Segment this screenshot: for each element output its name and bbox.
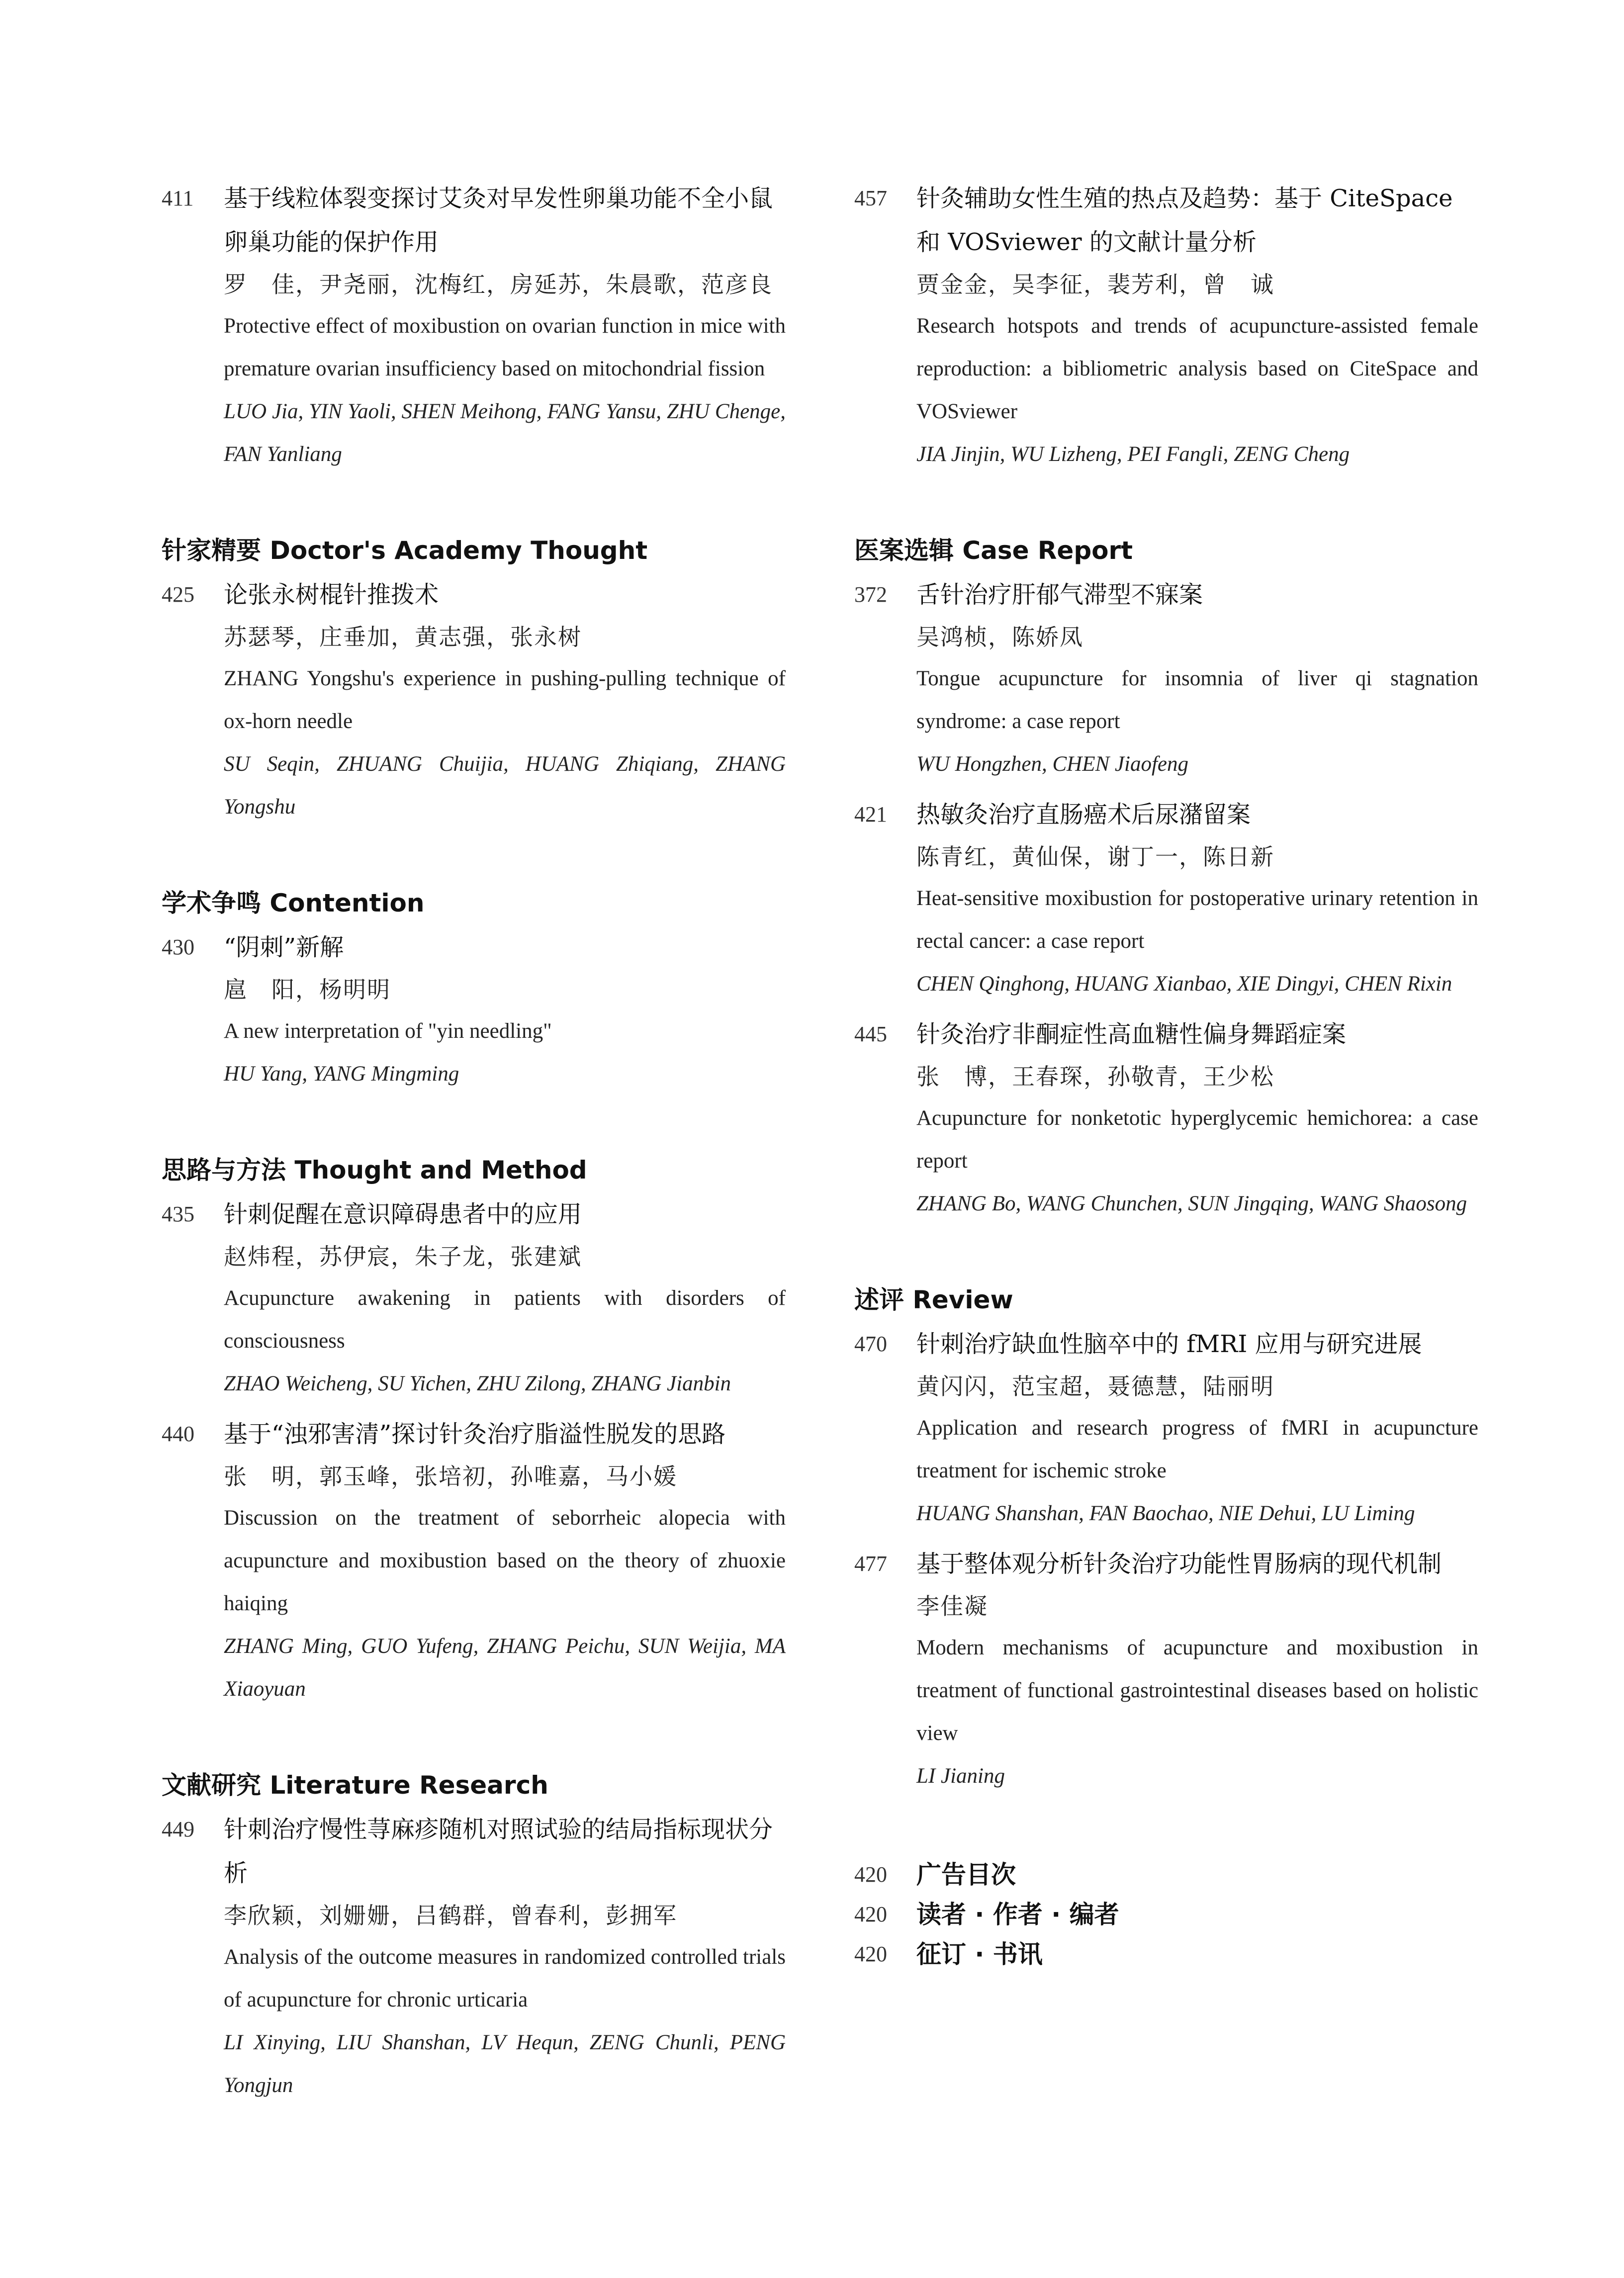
right-column xyxy=(854,177,1478,1974)
article-title-cn[interactable]: 基于整体观分析针灸治疗功能性胃肠病的现代机制 xyxy=(916,1550,1442,1578)
article-title-en[interactable]: Protective effect of moxibustion on ovarian function in mice with premature ovarian insufficiency based on mitochondrial fission xyxy=(224,314,786,380)
toc-entry xyxy=(162,1192,786,1405)
authors-en: CHEN Qinghong, HUANG Xianbao, XIE Dingyi, CHEN Rixin xyxy=(916,972,1452,996)
section-heading: 述评 Review xyxy=(854,1285,1013,1314)
article-title-cn[interactable]: 热敏灸治疗直肠癌术后尿潴留案 xyxy=(916,801,1251,828)
article-title-en[interactable]: Research hotspots and trends of acupuncture-assisted female reproduction: a bibliometric analysis based on CiteSpace and VOSviewer xyxy=(916,314,1478,423)
page-number: 449 xyxy=(162,1817,194,1841)
section-heading: 学术争鸣 Contention xyxy=(162,889,425,917)
authors-en: LI Xinying, LIU Shanshan, LV Hequn, ZENG Chunli, PENG Yongjun xyxy=(224,2031,786,2097)
page-number: 435 xyxy=(162,1202,194,1226)
misc-item-label: 读者 · 作者 · 编者 xyxy=(916,1900,1119,1929)
toc-section xyxy=(854,1282,1478,1798)
article-title-cn[interactable]: 基于“浊邪害清”探讨针灸治疗脂溢性脱发的思路 xyxy=(224,1420,726,1448)
authors-cn: 赵炜程，苏伊宸，朱子龙，张建斌 xyxy=(224,1243,582,1270)
toc-entry xyxy=(854,1012,1478,1225)
article-title-en[interactable]: Analysis of the outcome measures in randomized controlled trials of acupuncture for chronic urticaria xyxy=(224,1945,786,2011)
page-number: 457 xyxy=(854,186,887,210)
misc-item-label: 广告目次 xyxy=(916,1860,1016,1889)
toc-entry xyxy=(854,1542,1478,1798)
toc-entry xyxy=(162,573,786,828)
authors-cn: 张 明，郭玉峰，张培初，孙唯嘉，马小媛 xyxy=(224,1463,677,1490)
toc-section xyxy=(162,177,786,476)
authors-cn: 贾金金，吴李征，裴芳利，曾 诚 xyxy=(916,271,1274,298)
authors-en: SU Seqin, ZHUANG Chuijia, HUANG Zhiqiang, ZHANG Yongshu xyxy=(224,752,786,819)
authors-cn: 扈 阳，杨明明 xyxy=(224,976,391,1003)
toc-entry xyxy=(162,1412,786,1711)
page-number: 411 xyxy=(162,186,194,210)
misc-item[interactable] xyxy=(854,1895,1478,1934)
toc-entry xyxy=(854,177,1478,476)
authors-cn: 陈青红，黄仙保，谢丁一，陈日新 xyxy=(916,843,1274,870)
page-number: 420 xyxy=(854,1902,887,1926)
section-heading: 文献研究 Literature Research xyxy=(162,1771,548,1800)
toc-section xyxy=(162,533,786,828)
authors-cn: 罗 佳，尹尧丽，沈梅红，房延苏，朱晨歌，范彦良 xyxy=(224,271,773,298)
authors-cn: 李欣颖，刘姗姗，吕鹤群，曾春利，彭拥军 xyxy=(224,1902,677,1929)
toc-section xyxy=(162,1768,786,2107)
misc-item[interactable] xyxy=(854,1934,1478,1974)
article-title-cn[interactable]: 基于线粒体裂变探讨艾灸对早发性卵巢功能不全小鼠卵巢功能的保护作用 xyxy=(224,184,773,256)
authors-cn: 黄闪闪，范宝超，聂德慧，陆丽明 xyxy=(916,1373,1274,1400)
page-number: 420 xyxy=(854,1942,887,1966)
article-title-cn[interactable]: 针灸治疗非酮症性高血糖性偏身舞蹈症案 xyxy=(916,1020,1347,1048)
section-heading: 医案选辑 Case Report xyxy=(854,536,1133,565)
authors-en: LI Jianing xyxy=(916,1764,1005,1788)
article-title-en[interactable]: Heat-sensitive moxibustion for postoperative urinary retention in rectal cancer: a case report xyxy=(916,887,1478,953)
authors-en: ZHAO Weicheng, SU Yichen, ZHU Zilong, ZHANG Jianbin xyxy=(224,1372,731,1395)
toc-entry xyxy=(854,573,1478,786)
article-title-en[interactable]: Modern mechanisms of acupuncture and moxibustion in treatment of functional gastrointestinal diseases based on holistic view xyxy=(916,1636,1478,1745)
article-title-en[interactable]: ZHANG Yongshu's experience in pushing-pulling technique of ox-horn needle xyxy=(224,667,786,733)
toc-section xyxy=(162,886,786,1095)
toc-section xyxy=(162,1153,786,1711)
page-number: 420 xyxy=(854,1862,887,1887)
article-title-cn[interactable]: 针刺治疗缺血性脑卒中的 fMRI 应用与研究进展 xyxy=(916,1330,1422,1358)
page-number: 440 xyxy=(162,1422,194,1446)
authors-en: HU Yang, YANG Mingming xyxy=(224,1062,459,1086)
article-title-en[interactable]: Acupuncture awakening in patients with disorders of consciousness xyxy=(224,1286,786,1353)
toc-section xyxy=(854,177,1478,476)
authors-en: HUANG Shanshan, FAN Baochao, NIE Dehui, LU Liming xyxy=(916,1502,1415,1525)
article-title-cn[interactable]: 针刺治疗慢性荨麻疹随机对照试验的结局指标现状分析 xyxy=(224,1816,773,1887)
page-number: 445 xyxy=(854,1022,887,1046)
authors-en: LUO Jia, YIN Yaoli, SHEN Meihong, FANG Yansu, ZHU Chenge, FAN Yanliang xyxy=(224,400,786,466)
toc-entry xyxy=(162,925,786,1095)
article-title-cn[interactable]: 针灸辅助女性生殖的热点及趋势：基于 CiteSpace 和 VOSviewer 的文献计量分析 xyxy=(916,184,1453,256)
authors-en: ZHANG Bo, WANG Chunchen, SUN Jingqing, WANG Shaosong xyxy=(916,1192,1467,1215)
toc-entry xyxy=(854,1322,1478,1535)
page-number: 372 xyxy=(854,582,887,607)
left-column xyxy=(162,177,786,2164)
article-title-cn[interactable]: 舌针治疗肝郁气滞型不寐案 xyxy=(916,581,1203,609)
article-title-en[interactable]: Discussion on the treatment of seborrheic alopecia with acupuncture and moxibustion based on the theory of zhuoxie haiqing xyxy=(224,1506,786,1615)
section-heading: 思路与方法 Thought and Method xyxy=(162,1156,587,1185)
article-title-en[interactable]: A new interpretation of "yin needling" xyxy=(224,1019,552,1043)
page-number: 425 xyxy=(162,582,194,607)
article-title-en[interactable]: Acupuncture for nonketotic hyperglycemic hemichorea: a case report xyxy=(916,1106,1478,1173)
toc-entry xyxy=(854,793,1478,1005)
toc-section xyxy=(854,533,1478,1225)
misc-items xyxy=(854,1855,1478,1974)
article-title-cn[interactable]: 针刺促醒在意识障碍患者中的应用 xyxy=(224,1200,582,1228)
article-title-cn[interactable]: “阴刺”新解 xyxy=(224,933,344,961)
authors-en: ZHANG Ming, GUO Yufeng, ZHANG Peichu, SUN Weijia, MA Xiaoyuan xyxy=(224,1635,786,1701)
page-number: 430 xyxy=(162,935,194,959)
article-title-cn[interactable]: 论张永树棍针推拨术 xyxy=(224,581,439,609)
misc-item[interactable] xyxy=(854,1855,1478,1895)
authors-cn: 李佳凝 xyxy=(916,1593,988,1620)
page-number: 421 xyxy=(854,802,887,826)
toc-entry xyxy=(162,1808,786,2107)
authors-cn: 苏瑟琴，庄垂加，黄志强，张永树 xyxy=(224,624,582,650)
authors-cn: 吴鸿桢，陈娇凤 xyxy=(916,624,1083,650)
page-number: 477 xyxy=(854,1551,887,1576)
toc-entry xyxy=(162,177,786,476)
page-number: 470 xyxy=(854,1332,887,1356)
article-title-en[interactable]: Tongue acupuncture for insomnia of liver qi stagnation syndrome: a case report xyxy=(916,667,1478,733)
authors-cn: 张 博，王春琛，孙敬青，王少松 xyxy=(916,1063,1274,1090)
article-title-en[interactable]: Application and research progress of fMRI in acupuncture treatment for ischemic stroke xyxy=(916,1416,1478,1482)
authors-en: JIA Jinjin, WU Lizheng, PEI Fangli, ZENG Cheng xyxy=(916,443,1350,466)
section-heading: 针家精要 Doctor's Academy Thought xyxy=(162,536,648,565)
misc-item-label: 征订 · 书讯 xyxy=(916,1940,1043,1969)
authors-en: WU Hongzhen, CHEN Jiaofeng xyxy=(916,752,1188,776)
